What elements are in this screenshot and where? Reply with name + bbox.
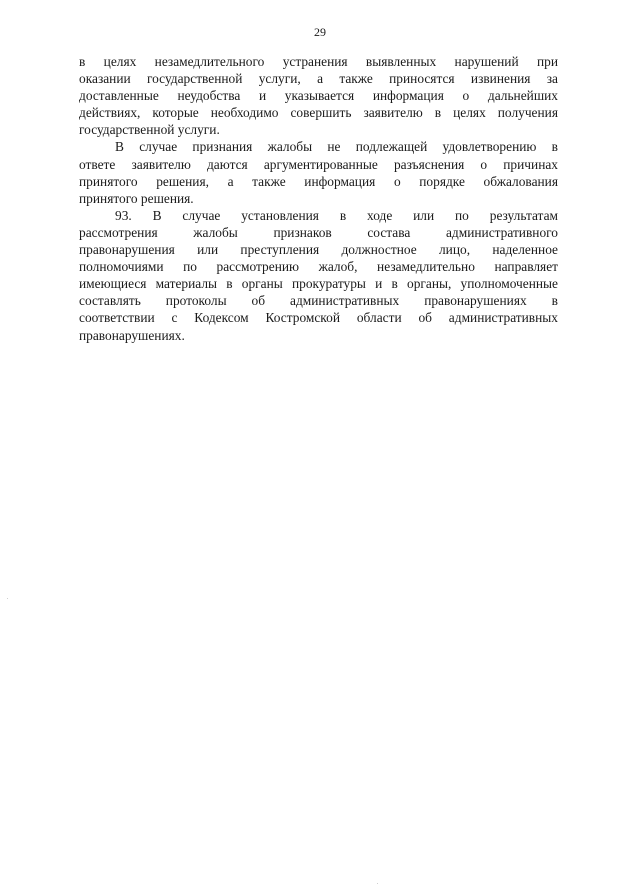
text-line: правонарушениях. bbox=[79, 327, 185, 343]
text-line: правонарушения или преступления должностное лицо, наделенное bbox=[79, 242, 558, 258]
scan-speck bbox=[377, 883, 378, 884]
paragraph-2 bbox=[79, 138, 558, 206]
text-line: 93. В случае установления в ходе или по результатам bbox=[115, 207, 558, 223]
text-line: В случае признания жалобы не подлежащей удовлетворению в bbox=[115, 139, 558, 155]
document-body bbox=[79, 53, 558, 344]
scan-speck bbox=[7, 598, 8, 599]
text-line: составлять протоколы об административных правонарушениях в bbox=[79, 293, 558, 309]
text-line: имеющиеся материалы в органы прокуратуры и в органы, уполномоченные bbox=[79, 276, 558, 292]
text-line: доставленные неудобства и указывается информация о дальнейших bbox=[79, 88, 558, 104]
text-line: принятого решения, а также информация о порядке обжалования bbox=[79, 173, 558, 189]
text-line: государственной услуги. bbox=[79, 122, 220, 138]
text-line: соответствии с Кодексом Костромской области об административных bbox=[79, 310, 558, 326]
text-line: ответе заявителю даются аргументированные разъяснения о причинах bbox=[79, 156, 558, 172]
page-number: 29 bbox=[314, 25, 326, 39]
text-line: действиях, которые необходимо совершить заявителю в целях получения bbox=[79, 105, 558, 121]
text-line: рассмотрения жалобы признаков состава административного bbox=[79, 224, 558, 240]
text-line: полномочиями по рассмотрению жалоб, незамедлительно направляет bbox=[79, 259, 558, 275]
paragraph-3 bbox=[79, 207, 558, 344]
text-line: оказании государственной услуги, а также приносятся извинения за bbox=[79, 71, 558, 87]
text-line: в целях незамедлительного устранения выявленных нарушений при bbox=[79, 54, 558, 69]
text-line: принятого решения. bbox=[79, 190, 194, 206]
paragraph-1 bbox=[79, 53, 558, 138]
